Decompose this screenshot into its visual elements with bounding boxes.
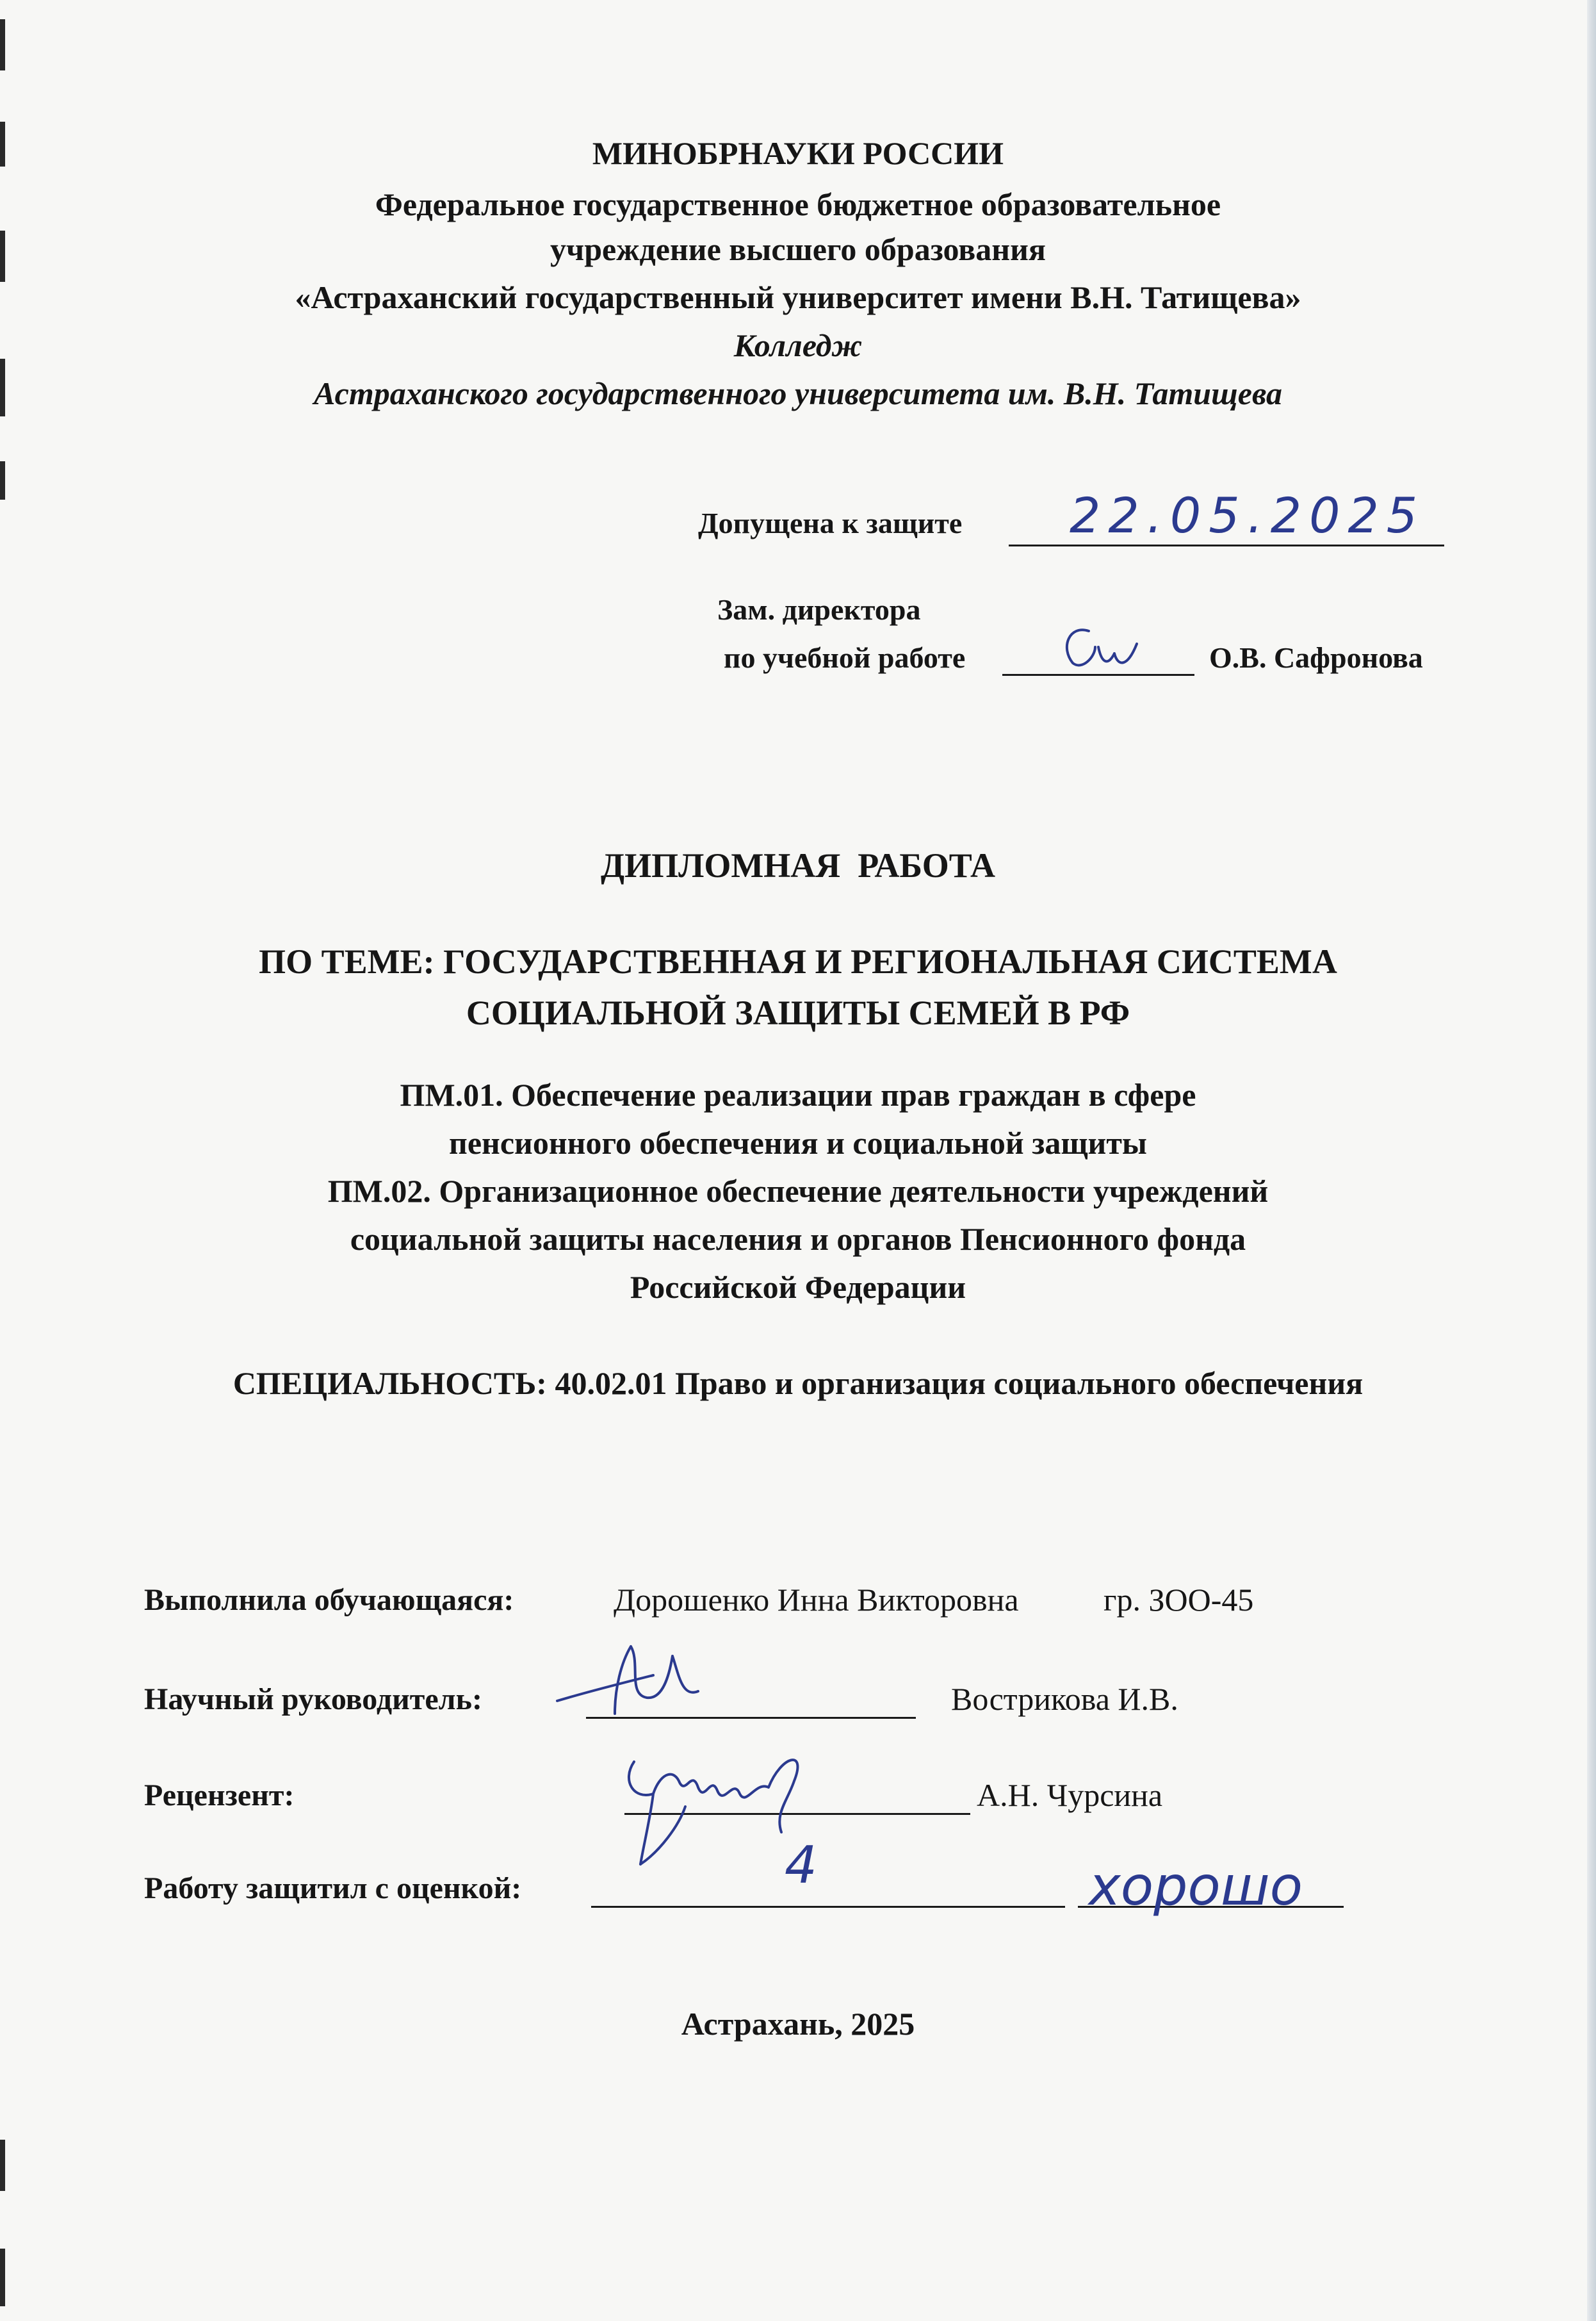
scan-edge-mark [0,2249,5,2306]
college-line-2: Астраханского государственного университета им. В.Н. Татищева [314,375,1282,411]
grade-label: Работу защитил с оценкой: [144,1871,522,1905]
admitted-date-line [1009,545,1444,546]
student-group: гр. ЗОО-45 [1103,1582,1254,1618]
grade-number-handwritten: 4 [785,1835,817,1895]
specialty-label: СПЕЦИАЛЬНОСТЬ: [232,1365,547,1401]
module-line-5: Российской Федерации [630,1269,966,1305]
module-line-4: социальной защиты населения и органов Пенсионного фонда [350,1221,1246,1257]
admitted-label: Допущена к защите [698,507,963,539]
admitted-date-handwritten: 22.05.2025 [1070,487,1426,544]
deputy-name: О.В. Сафронова [1209,641,1423,674]
reviewer-label: Рецензент: [144,1778,295,1812]
advisor-name: Вострикова И.В. [951,1681,1178,1717]
deputy-label-line-2: по учебной работе [724,641,966,674]
university-name: «Астраханский государственный университет имени В.Н. Татищева» [295,279,1301,315]
module-line-3: ПМ.02. Организационное обеспечение деятельности учреждений [327,1173,1269,1209]
scan-edge-mark [0,461,5,500]
topic-line-2: СОЦИАЛЬНОЙ ЗАЩИТЫ СЕМЕЙ В РФ [466,994,1130,1032]
reviewer-name: А.Н. Чурсина [977,1777,1163,1813]
college-line-1: Колледж [733,327,863,363]
scan-edge-mark [0,19,5,70]
grade-line [591,1906,1065,1908]
institution-line-2: учреждение высшего образования [550,231,1046,267]
advisor-label: Научный руководитель: [144,1682,482,1716]
module-line-1: ПМ.01. Обеспечение реализации прав граждан в сфере [400,1077,1196,1113]
topic-line-1: ПО ТЕМЕ: ГОСУДАРСТВЕННАЯ И РЕГИОНАЛЬНАЯ СИСТЕМА [259,942,1337,981]
scan-edge-mark [0,2140,5,2191]
specialty [0,1365,1596,1402]
city-year: Астрахань, 2025 [681,2006,915,2042]
deputy-signature [1057,618,1146,676]
deputy-label-line-1: Зам. директора [717,593,921,626]
advisor-signature [551,1637,730,1726]
module-line-2: пенсионного обеспечения и социальной защиты [449,1125,1147,1161]
ministry-name: МИНОБРНАУКИ РОССИИ [592,135,1004,171]
student-name: Дорошенко Инна Викторовна [614,1582,1019,1618]
institution-line-1: Федеральное государственное бюджетное образовательное [375,186,1221,222]
grade-word-handwritten: хорошо [1089,1855,1303,1917]
student-label: Выполнила обучающаяся: [144,1583,514,1617]
specialty-value: 40.02.01 Право и организация социального обеспечения [555,1365,1364,1401]
document-type: ДИПЛОМНАЯ РАБОТА [600,846,996,885]
